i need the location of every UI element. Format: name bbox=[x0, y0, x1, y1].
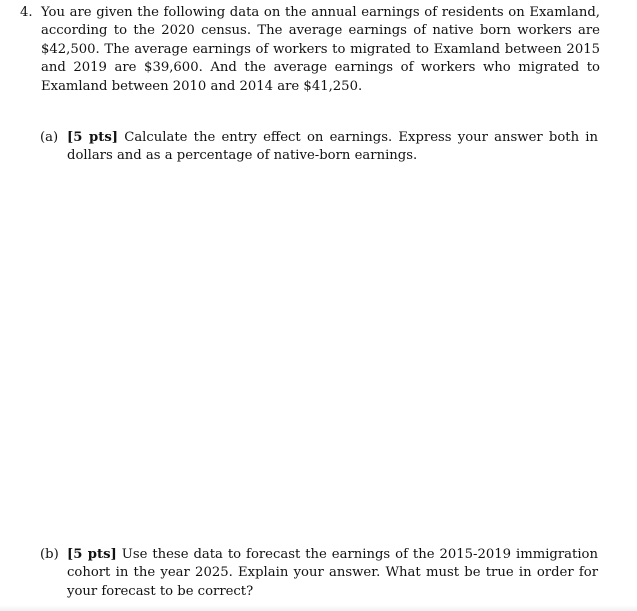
page-bottom-edge bbox=[0, 605, 637, 611]
part-a-content bbox=[67, 129, 598, 166]
part-b-content bbox=[67, 546, 598, 601]
part-b-label: (b) bbox=[40, 547, 59, 562]
question-text: You are given the following data on the annual earnings of residents on Examland, according to the 2020 census. The average earnings of native born workers are $42,500. The average earnings of workers to migrated to Examland between 2015 and 2019 are $39,600. And the average earnings of workers who migrated to Examland between 2010 and 2014 are $41,250. bbox=[41, 5, 600, 94]
part-b-points: [5 pts] bbox=[67, 547, 117, 562]
part-a bbox=[40, 129, 598, 166]
question-4 bbox=[20, 4, 600, 96]
part-a-text: Calculate the entry effect on earnings. Express your answer both in dollars and as a percentage of native-born earnings. bbox=[67, 130, 598, 164]
question-number: 4. bbox=[20, 5, 33, 20]
part-b-text: Use these data to forecast the earnings of the 2015-2019 immigration cohort in the year 2025. Explain your answer. What must be true in order for your forecast to be correct? bbox=[67, 547, 598, 599]
part-b bbox=[40, 546, 598, 601]
part-a-label: (a) bbox=[40, 130, 59, 145]
part-a-points: [5 pts] bbox=[67, 130, 119, 145]
